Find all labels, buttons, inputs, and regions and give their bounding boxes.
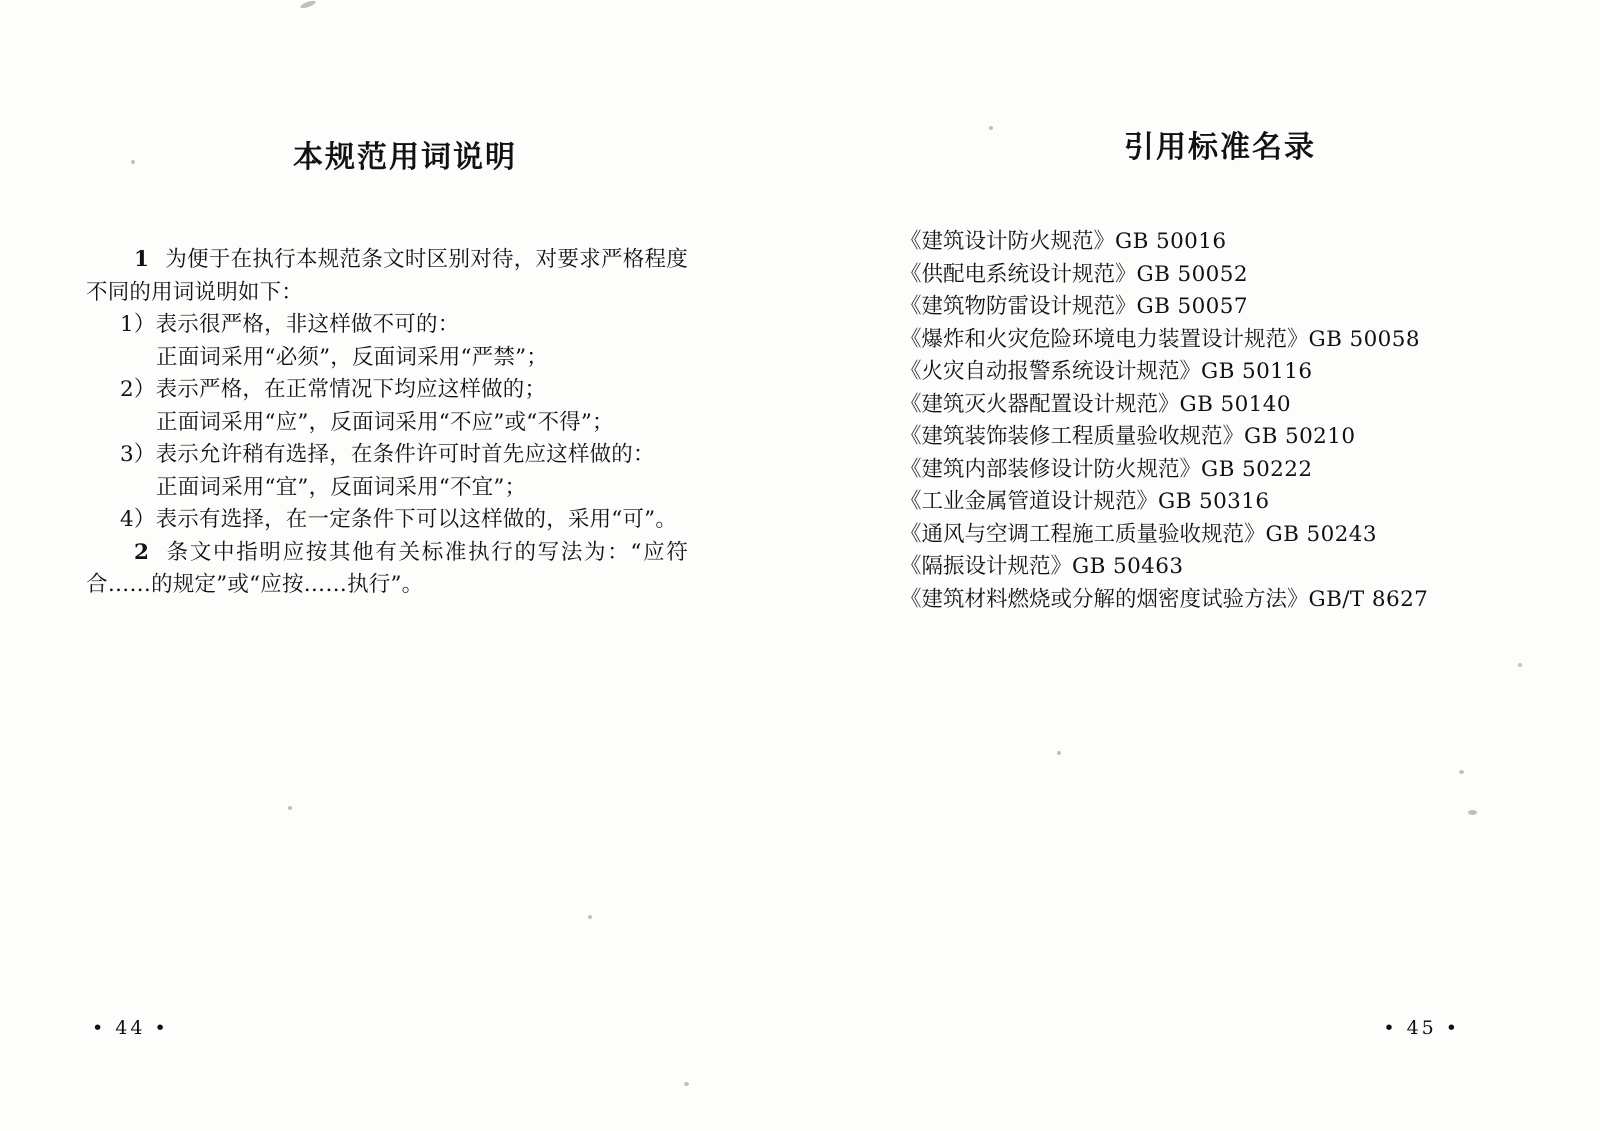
list-item: [900, 519, 1600, 552]
standard-code: GB 50140: [1179, 391, 1291, 417]
sub-number: 4）: [120, 507, 156, 532]
paragraph-text: 表示有选择，在一定条件下可以这样做的，采用“可”。: [155, 507, 678, 532]
page-title-right: 引用标准名录: [1124, 130, 1316, 165]
standard-name: 《火灾自动报警系统设计规范》: [900, 359, 1202, 384]
standard-name: 《建筑内部装修设计防火规范》: [900, 456, 1202, 482]
sub-number: 2）: [120, 377, 156, 402]
standard-code: GB 50316: [1158, 489, 1270, 514]
paragraph-text: 表示严格，在正常情况下均应这样做的；: [155, 377, 547, 402]
standard-code: GB/T 8627: [1308, 586, 1429, 612]
sub-number: 3）: [120, 442, 156, 467]
terminology-explanation-body: [0, 244, 800, 602]
paragraph-item: [86, 374, 688, 407]
page-title-left: 本规范用词说明: [293, 140, 517, 175]
standard-name: 《爆炸和火灾危险环境电力装置设计规范》: [900, 326, 1309, 352]
standard-name: 《工业金属管道设计规范》: [900, 489, 1159, 514]
list-item: [900, 486, 1600, 519]
standard-code: GB 50210: [1244, 424, 1356, 449]
paragraph-item: [86, 504, 688, 537]
list-item: [900, 259, 1600, 292]
list-item: [900, 389, 1600, 422]
standard-code: GB 50222: [1201, 456, 1313, 482]
paragraph-item: [86, 309, 688, 342]
referenced-standards-list: [800, 226, 1600, 616]
paragraph-item: [86, 537, 688, 602]
standard-code: GB 50463: [1072, 554, 1184, 579]
sub-number: 1）: [120, 312, 156, 337]
paragraph-item: [86, 439, 688, 472]
standard-name: 《隔振设计规范》: [900, 554, 1073, 579]
paragraph-text: 为便于在执行本规范条文时区别对待，对要求严格程度不同的用词说明如下：: [86, 247, 688, 305]
list-item: [900, 551, 1600, 584]
page-number-right: • 45 •: [1383, 1017, 1460, 1039]
standard-code: GB 50116: [1201, 359, 1313, 384]
list-item: [900, 291, 1600, 324]
paragraph-number: 1: [134, 247, 150, 272]
list-item: [900, 356, 1600, 389]
right-page: [800, 0, 1600, 1131]
paragraph-item: [86, 244, 688, 309]
standard-code: GB 50052: [1136, 261, 1248, 287]
list-item: [900, 324, 1600, 357]
standard-code: GB 50016: [1115, 229, 1227, 254]
list-item: [900, 226, 1600, 259]
standard-name: 《建筑装饰装修工程质量验收规范》: [900, 424, 1245, 449]
paragraph-item: [86, 342, 688, 375]
paragraph-item: [86, 472, 688, 505]
list-item: [900, 454, 1600, 487]
standard-code: GB 50057: [1136, 294, 1248, 319]
paragraph-text: 条文中指明应按其他有关标准执行的写法为：“应符合……的规定”或“应按……执行”。: [86, 539, 688, 597]
paragraph-number: 2: [134, 539, 150, 565]
standard-name: 《建筑材料燃烧或分解的烟密度试验方法》: [900, 586, 1309, 612]
standard-name: 《通风与空调工程施工质量验收规范》: [900, 521, 1266, 547]
standard-code: GB 50243: [1265, 521, 1377, 547]
standard-name: 《建筑设计防火规范》: [900, 229, 1116, 254]
paragraph-text: 正面词采用“应”，反面词采用“不应”或“不得”；: [156, 409, 614, 435]
paragraph-text: 正面词采用“必须”，反面词采用“严禁”；: [156, 344, 548, 370]
page-number-left: • 44 •: [92, 1017, 169, 1039]
list-item: [900, 421, 1600, 454]
list-item: [900, 584, 1600, 617]
standard-name: 《建筑物防雷设计规范》: [900, 294, 1137, 319]
paragraph-text: 正面词采用“宜”，反面词采用“不宜”；: [156, 474, 527, 500]
standard-name: 《供配电系统设计规范》: [900, 261, 1137, 287]
paragraph-item: [86, 407, 688, 440]
paragraph-text: 表示允许稍有选择，在条件许可时首先应这样做的：: [155, 442, 655, 467]
paragraph-text: 表示很严格，非这样做不可的：: [155, 312, 460, 337]
standard-code: GB 50058: [1308, 326, 1420, 352]
standard-name: 《建筑灭火器配置设计规范》: [900, 391, 1180, 417]
